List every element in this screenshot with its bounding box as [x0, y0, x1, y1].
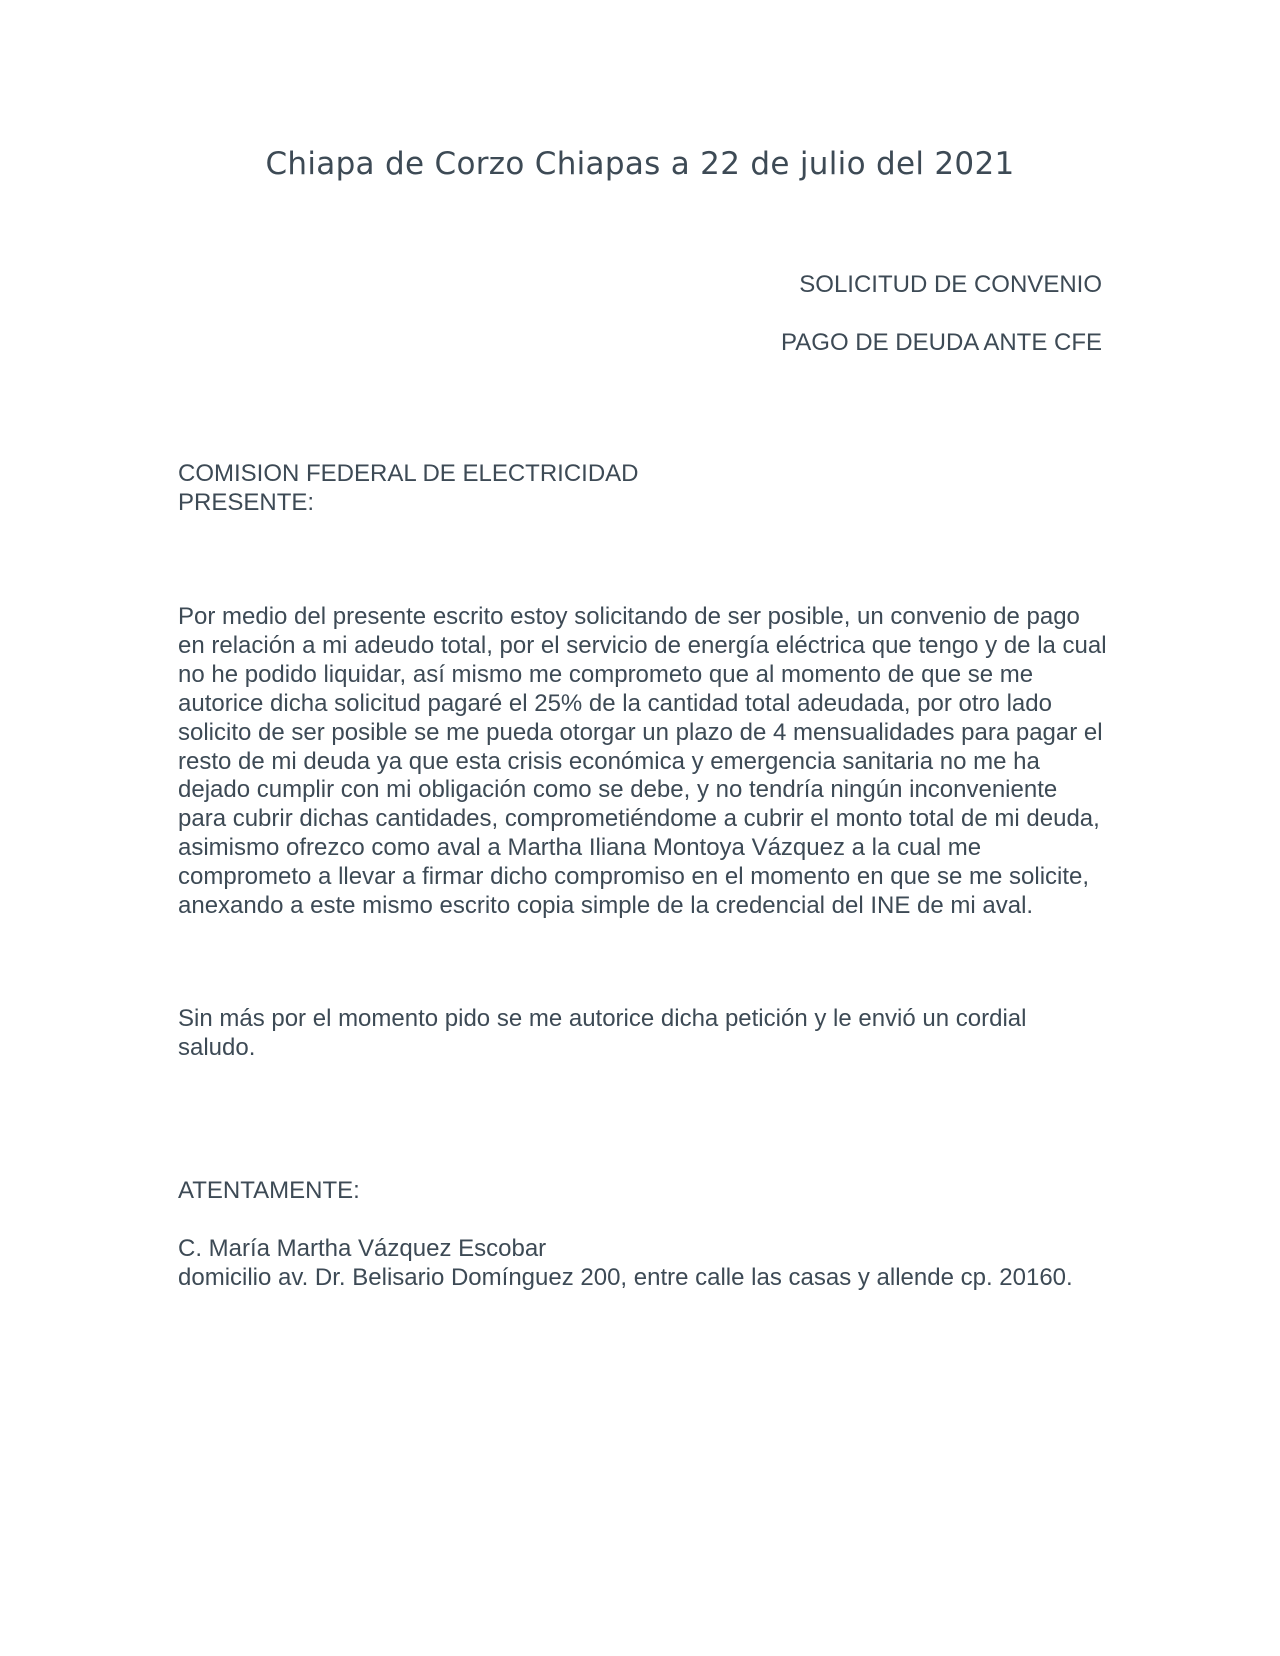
signature-label: ATENTAMENTE: [178, 1177, 360, 1204]
addressee-block [178, 460, 1108, 518]
addressee-name: COMISION FEDERAL DE ELECTRICIDAD [178, 460, 639, 487]
subject-line-1: SOLICITUD DE CONVENIO [799, 271, 1102, 298]
date-heading: Chiapa de Corzo Chiapas a 22 de julio del 2021 [265, 146, 1015, 182]
body-paragraph: Por medio del presente escrito estoy solicitando de ser posible, un convenio de pago en relación a mi adeudo total, por el servicio de energía eléctrica que tengo y de la cual no he podido liquidar, así mismo me comprometo que al momento de que se me autorice dicha solicitud pagaré el 25% de la cantidad total adeudada, por otro lado solicito de ser posible se me pueda otorgar un plazo de 4 mensualidades para pagar el resto de mi deuda ya que esta crisis económica y emergencia sanitaria no me ha dejado cumplir con mi obligación como se debe, y no tendría ningún inconveniente para cubrir dichas cantidades, comprometiéndome a cubrir el monto total de mi deuda, asimismo ofrezco como aval a Martha Iliana Montoya Vázquez a la cual me comprometo a llevar a firmar dicho compromiso en el momento en que se me solicite, anexando a este mismo escrito copia simple de la credencial del INE de mi aval. [178, 603, 1107, 920]
addressee-present: PRESENTE: [178, 488, 315, 516]
signature-block [178, 1235, 1108, 1293]
subject-line-2: PAGO DE DEUDA ANTE CFE [781, 329, 1102, 356]
signer-name: C. María Martha Vázquez Escobar [178, 1235, 547, 1262]
closing-paragraph: Sin más por el momento pido se me autorice dicha petición y le envió un cordial saludo. [178, 1005, 1027, 1061]
signer-address: domicilio av. Dr. Belisario Domínguez 200, entre calle las casas y allende cp. 20160. [178, 1263, 1073, 1291]
